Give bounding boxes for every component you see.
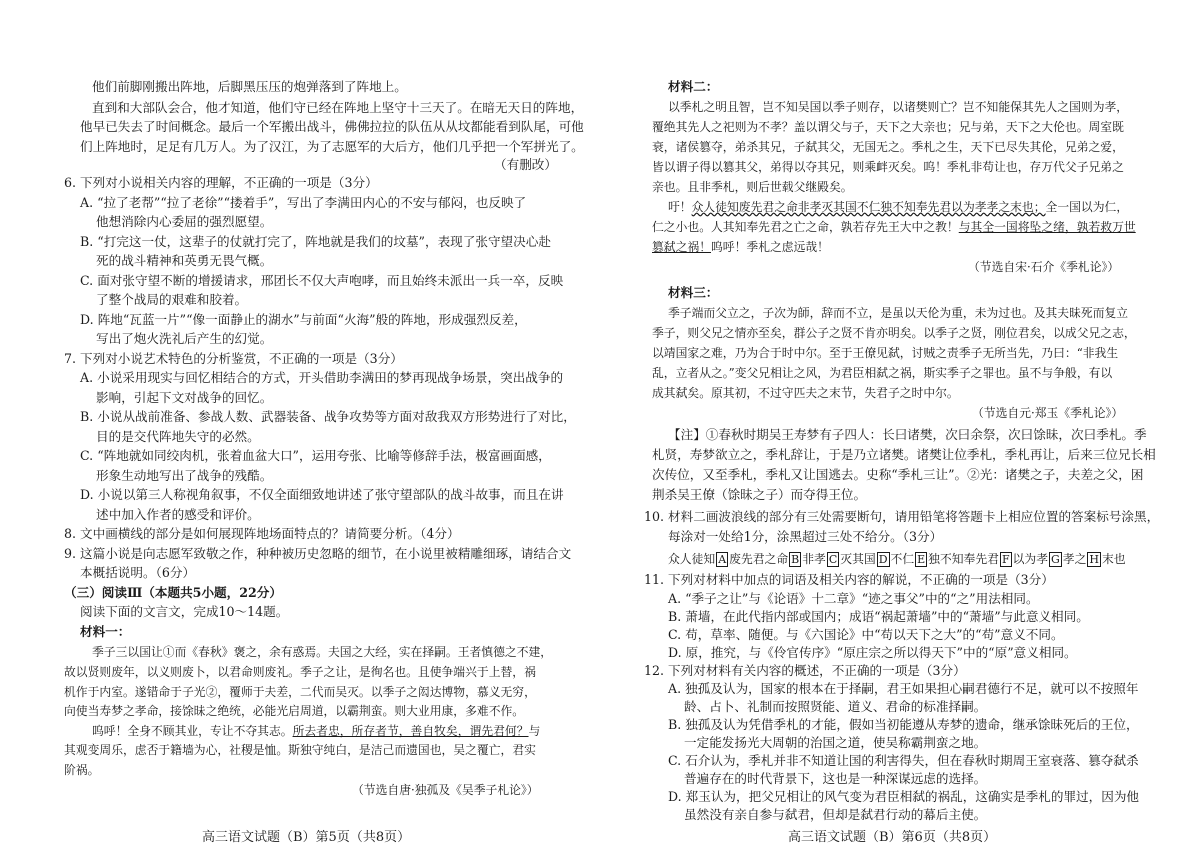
annotation-line: 次传位，又至季札，季札又让国逃去。史称“季札三让”。②光：诸樊之子，夫差之父，困	[652, 467, 1144, 482]
source-note: （节选自元·郑玉《季札论》）	[972, 406, 1124, 420]
instruction: 阅读下面的文言文，完成10～14题。	[80, 604, 289, 619]
question-10: 10. 材料二画波浪线的部分有三处需要断句，请用铅笔将答题卡上相应位置的答案标号涂黑，	[644, 509, 1160, 524]
option-line: 目的是交代阵地失守的必然。	[96, 429, 260, 444]
option-line: D. 郑玉认为，把父兄相让的风气变为君臣相弑的祸乱，这确实是季札的罪过，因为他	[668, 789, 1140, 804]
option-line: A. 小说采用现实与回忆相结合的方式，开头借助李满田的梦再现战争场景，突出战争的	[80, 370, 564, 385]
text-line: 其观变周乐，虑否于籍墙为心，社稷是恤。斯独守纯白，是洁己而遗国也，吴之覆亡，君实	[64, 743, 536, 757]
option-line: D. 阵地“瓦蓝一片”“像一面静止的湖水”与前面“火海”般的阵地，形成强烈反差，	[80, 312, 527, 327]
text-line: 成其弑矣。原其初，不过守匹夫之末节，失君子之时中尔。	[652, 386, 959, 400]
question-8: 8. 文中画横线的部分是如何展现阵地场面特点的？请简要分析。（4分）	[64, 526, 460, 541]
question-9-cont: 本概括说明。（6分）	[80, 565, 196, 580]
text-line: 们上阵地时，足足有几万人。为了汉江，为了志愿军的大后方，他们几乎把一个军拼光了。	[80, 139, 584, 154]
option-line: 形象生动地写出了战争的残酷。	[96, 468, 273, 483]
option-line: 写出了炮火洗礼后产生的幻觉。	[96, 331, 273, 346]
option-line: 影响，引起下文对战争的回忆。	[96, 390, 273, 405]
question-10-options: 众人徒知 A 废先君之命 B 非孝 C 灭其国 D 不仁 E 独不知奉先君 F 以为孝 G 孝之 H 末也	[668, 552, 1126, 566]
option-line: B. “打完这一仗，这辈子的仗就打完了，阵地就是我们的坟墓”，表现了张守望决心赴	[80, 234, 551, 249]
question-11: 11. 下列对材料中加点的词语及相关内容的解说，不正确的一项是（3分）	[644, 572, 1054, 587]
option-line: D. 原，推究，与《伶官传序》“原庄宗之所以得天下”中的“原”意义相同。	[668, 645, 1077, 660]
text-line: 他早已失去了时间概念。最后一个军搬出战斗，佛佛拉拉的队伍从从坟都能看到队尾，可他	[80, 119, 584, 134]
question-9: 9. 这篇小说是向志愿军致敬之作，种种被历史忽略的细节，在小说里被精雕细琢，请结合文	[64, 546, 572, 561]
section-heading: （三）阅读Ⅲ（本题共5小题，22分）	[64, 585, 282, 600]
underlined-text: 所去者忠，所存者节，善自牧矣，谓先君何？	[292, 724, 529, 738]
option-line: C. 石介认为，季札并非不知道让国的利害得失，但在春秋时期周王室衰落、篡夺弑杀	[668, 753, 1139, 768]
material-2-label: 材料二：	[668, 79, 719, 94]
option-line: C. “阵地就如同绞肉机，张着血盆大口”，运用夸张、比喻等修辞手法，极富画面感，	[80, 448, 551, 463]
underlined-text: 与其全一国将坠之绪，孰若救万世	[958, 220, 1136, 234]
answer-box[interactable]: A	[718, 553, 727, 566]
text-line: 吁！众人徒知废先君之命非孝灭其国不仁独不知奉先君以为孝孝之末也；全一国以为仁，	[668, 200, 1129, 214]
annotation-line: 【注】①春秋时期吴王寿梦有子四人：长曰诸樊，次曰余祭，次曰馀昧，次曰季札。季	[668, 427, 1147, 442]
option-line: 死的战斗精神和英勇无畏气概。	[96, 253, 273, 268]
answer-box[interactable]: B	[791, 553, 800, 566]
option-line: C. 面对张守望不断的增援请求，邢团长不仅大声咆哮，而且始终未派出一兵一卒，反映	[80, 273, 564, 288]
option-line: A. “季子之让”与《论语》十二章》“迹之事父”中的“之”用法相同。	[668, 591, 1039, 606]
text-line: 仁之小也。人其知奉先君之亡之命，孰若存先王大中之教！与其全一国将坠之绪，孰若救万世	[652, 220, 1136, 234]
underlined-text: 篡弑之祸！	[652, 240, 711, 254]
answer-box[interactable]: C	[828, 553, 838, 566]
text-line: 亲也。且非季札，则后世载父继殿矣。	[652, 180, 853, 194]
option-line: B. 独孤及认为凭借季札的才能，假如当初能遵从寿梦的遗命，继承馀昧死后的王位，	[668, 717, 1139, 732]
page-footer: 高三语文试题（B）第6页（共8页）	[788, 830, 997, 845]
option-line: 普遍存在的时代背景下，这也是一种深谋远虑的选择。	[684, 771, 987, 786]
text-line: 机作于内室。遂错命于子光②，覆师于夫差，二代而吴灭。以季子之闳达博物，慕义无穷，	[64, 685, 536, 699]
option-line: B. 萧墙，在此代指内部或国内；成语“祸起萧墙”中的“萧墙”与此意义相同。	[668, 609, 1089, 624]
text-line: 乱，立者从之。”变父兄相让之风，为君臣相弑之祸，斯实季子之罪也。虽不与争般，有以	[652, 366, 1113, 380]
answer-box[interactable]: G	[1051, 553, 1060, 566]
text-line: 皆以谓子得以篡其父，弟得以夺其兄，则乘衅灭矣。呜！季札非苟让也，存万代父子兄弟之	[652, 160, 1124, 174]
option-line: C. 苟，草率、随便。与《六国论》中“苟以天下之大”的“苟”意义不同。	[668, 627, 1064, 642]
answer-box[interactable]: D	[878, 553, 888, 566]
source-note: （节选自宋·石介《季札论》）	[968, 260, 1120, 274]
text-line: 向使当寿梦之孝命，接馀昧之绝统，必能光启周道，以霸荆蛮。则大业用康，多难不作。	[64, 704, 525, 718]
text-line: 以季札之明且智，岂不知吴国以季子则存，以诸樊则亡？岂不知能保其先人之国则为孝，	[668, 100, 1129, 114]
text-line: 衰，诸侯篡夺，弟杀其兄，子弑其父，无国无之。季札之生，天下已尽失其伦，兄弟之爱，	[652, 140, 1124, 154]
annotation-line: 札贤，寿梦欲立之，季札辞让，于是乃立诸樊。诸樊让位季札，季札再让，后来三位兄长相	[652, 447, 1156, 462]
text-line: 他们前脚刚搬出阵地，后脚黑压压的炮弹落到了阵地上。	[92, 79, 407, 94]
option-line: B. 小说从战前准备、参战人数、武器装备、战争攻势等方面对敌我双方形势进行了对比，	[80, 409, 576, 424]
text-line: 以靖国家之难，乃为合于时中尔。至于王僚见弑，讨贼之责季子无所当先，乃曰：“非我生	[652, 346, 1119, 360]
material-1-label: 材料一：	[80, 624, 131, 639]
material-3-label: 材料三：	[668, 285, 719, 300]
wavy-underlined-text: 众人徒知废先君之命非孝灭其国不仁独不知奉先君以为孝孝之末也；	[691, 200, 1046, 214]
option-line: 龄、占卜、礼制而按照贤能、道义、君命的标准择嗣。	[684, 699, 987, 714]
annotation-line: 荆杀吴王僚（馀昧之子）而夺得王位。	[652, 487, 867, 502]
text-line: 季子三以国让①而《春秋》褒之，余有惑焉。夫国之大经，实在择嗣。王者慎德之不建，	[92, 645, 553, 659]
text-line: 直到和大部队会合，他才知道，他们守已经在阵地上坚守十三天了。在暗无天日的阵地，	[92, 100, 584, 115]
option-line: D. 小说以第三人称视角叙事，不仅全面细致地讲述了张守望部队的战斗故事，而且在讲	[80, 487, 564, 502]
question-6: 6. 下列对小说相关内容的理解，不正确的一项是（3分）	[64, 175, 378, 190]
option-line: 了整个战局的艰难和胶着。	[96, 292, 248, 307]
answer-box[interactable]: E	[917, 553, 926, 566]
question-10-cont: 每涂对一处给1分，涂黑超过三处不给分。（3分）	[668, 529, 943, 544]
text-line: 季子，则父兄之情亦至矣，群公子之贤不肯亦明矣。以季子之贤，刚位君矣，以成父兄之志，	[652, 326, 1136, 340]
text-line: 覆绝其先人之祀则为不孝？盖以谓父与子，天下之大亲也；兄与弟，天下之大伦也。周室既	[652, 120, 1124, 134]
page-6-column	[600, 0, 1200, 849]
answer-box[interactable]: H	[1089, 553, 1099, 566]
option-line: 虽然没有亲自参与弑君，但却是弑君行动的幕后主使。	[684, 807, 987, 822]
page-footer: 高三语文试题（B）第5页（共8页）	[202, 830, 411, 845]
text-line: （有删改）	[494, 157, 557, 172]
text-line: 阶祸。	[64, 763, 100, 777]
option-line: 一定能发扬光大周朝的治国之道，使吴称霸荆蛮之地。	[684, 735, 987, 750]
question-12: 12. 下列对材料有关内容的概述，不正确的一项是（3分）	[644, 663, 966, 678]
text-line: 故以贤则废年，以义则废卜，以君命则废礼。季子之让，是徇名也。且使争端兴于上替，祸	[64, 665, 536, 679]
option-line: A. “拉了老帮”“拉了老徐”“搂着手”，写出了李满田内心的不安与郁闷，也反映了	[80, 195, 527, 210]
text-line: 篡弑之祸！呜呼！季札之虑远哉！	[652, 240, 829, 254]
option-line: 他想消除内心委屈的强烈愿望。	[96, 214, 273, 229]
text-line: 呜呼！全身不顾其业，专让不夺其志。所去者忠，所存者节，善自牧矣，谓先君何？与	[92, 724, 541, 738]
text-line: 季子端而父立之，子次为師，辞而不立，是虽以天伦为重，未为过也。及其夫昧死而复立	[668, 306, 1129, 320]
option-line: 述中加入作者的感受和评价。	[96, 507, 260, 522]
option-line: A. 独孤及认为，国家的根本在于择嗣，君王如果担心嗣君德行不足，就可以不按照年	[668, 681, 1139, 696]
question-7: 7. 下列对小说艺术特色的分析鉴赏，不正确的一项是（3分）	[64, 351, 403, 366]
source-note: （节选自唐·独孤及《吴季子札论》）	[352, 783, 539, 797]
answer-box[interactable]: F	[1001, 553, 1010, 566]
